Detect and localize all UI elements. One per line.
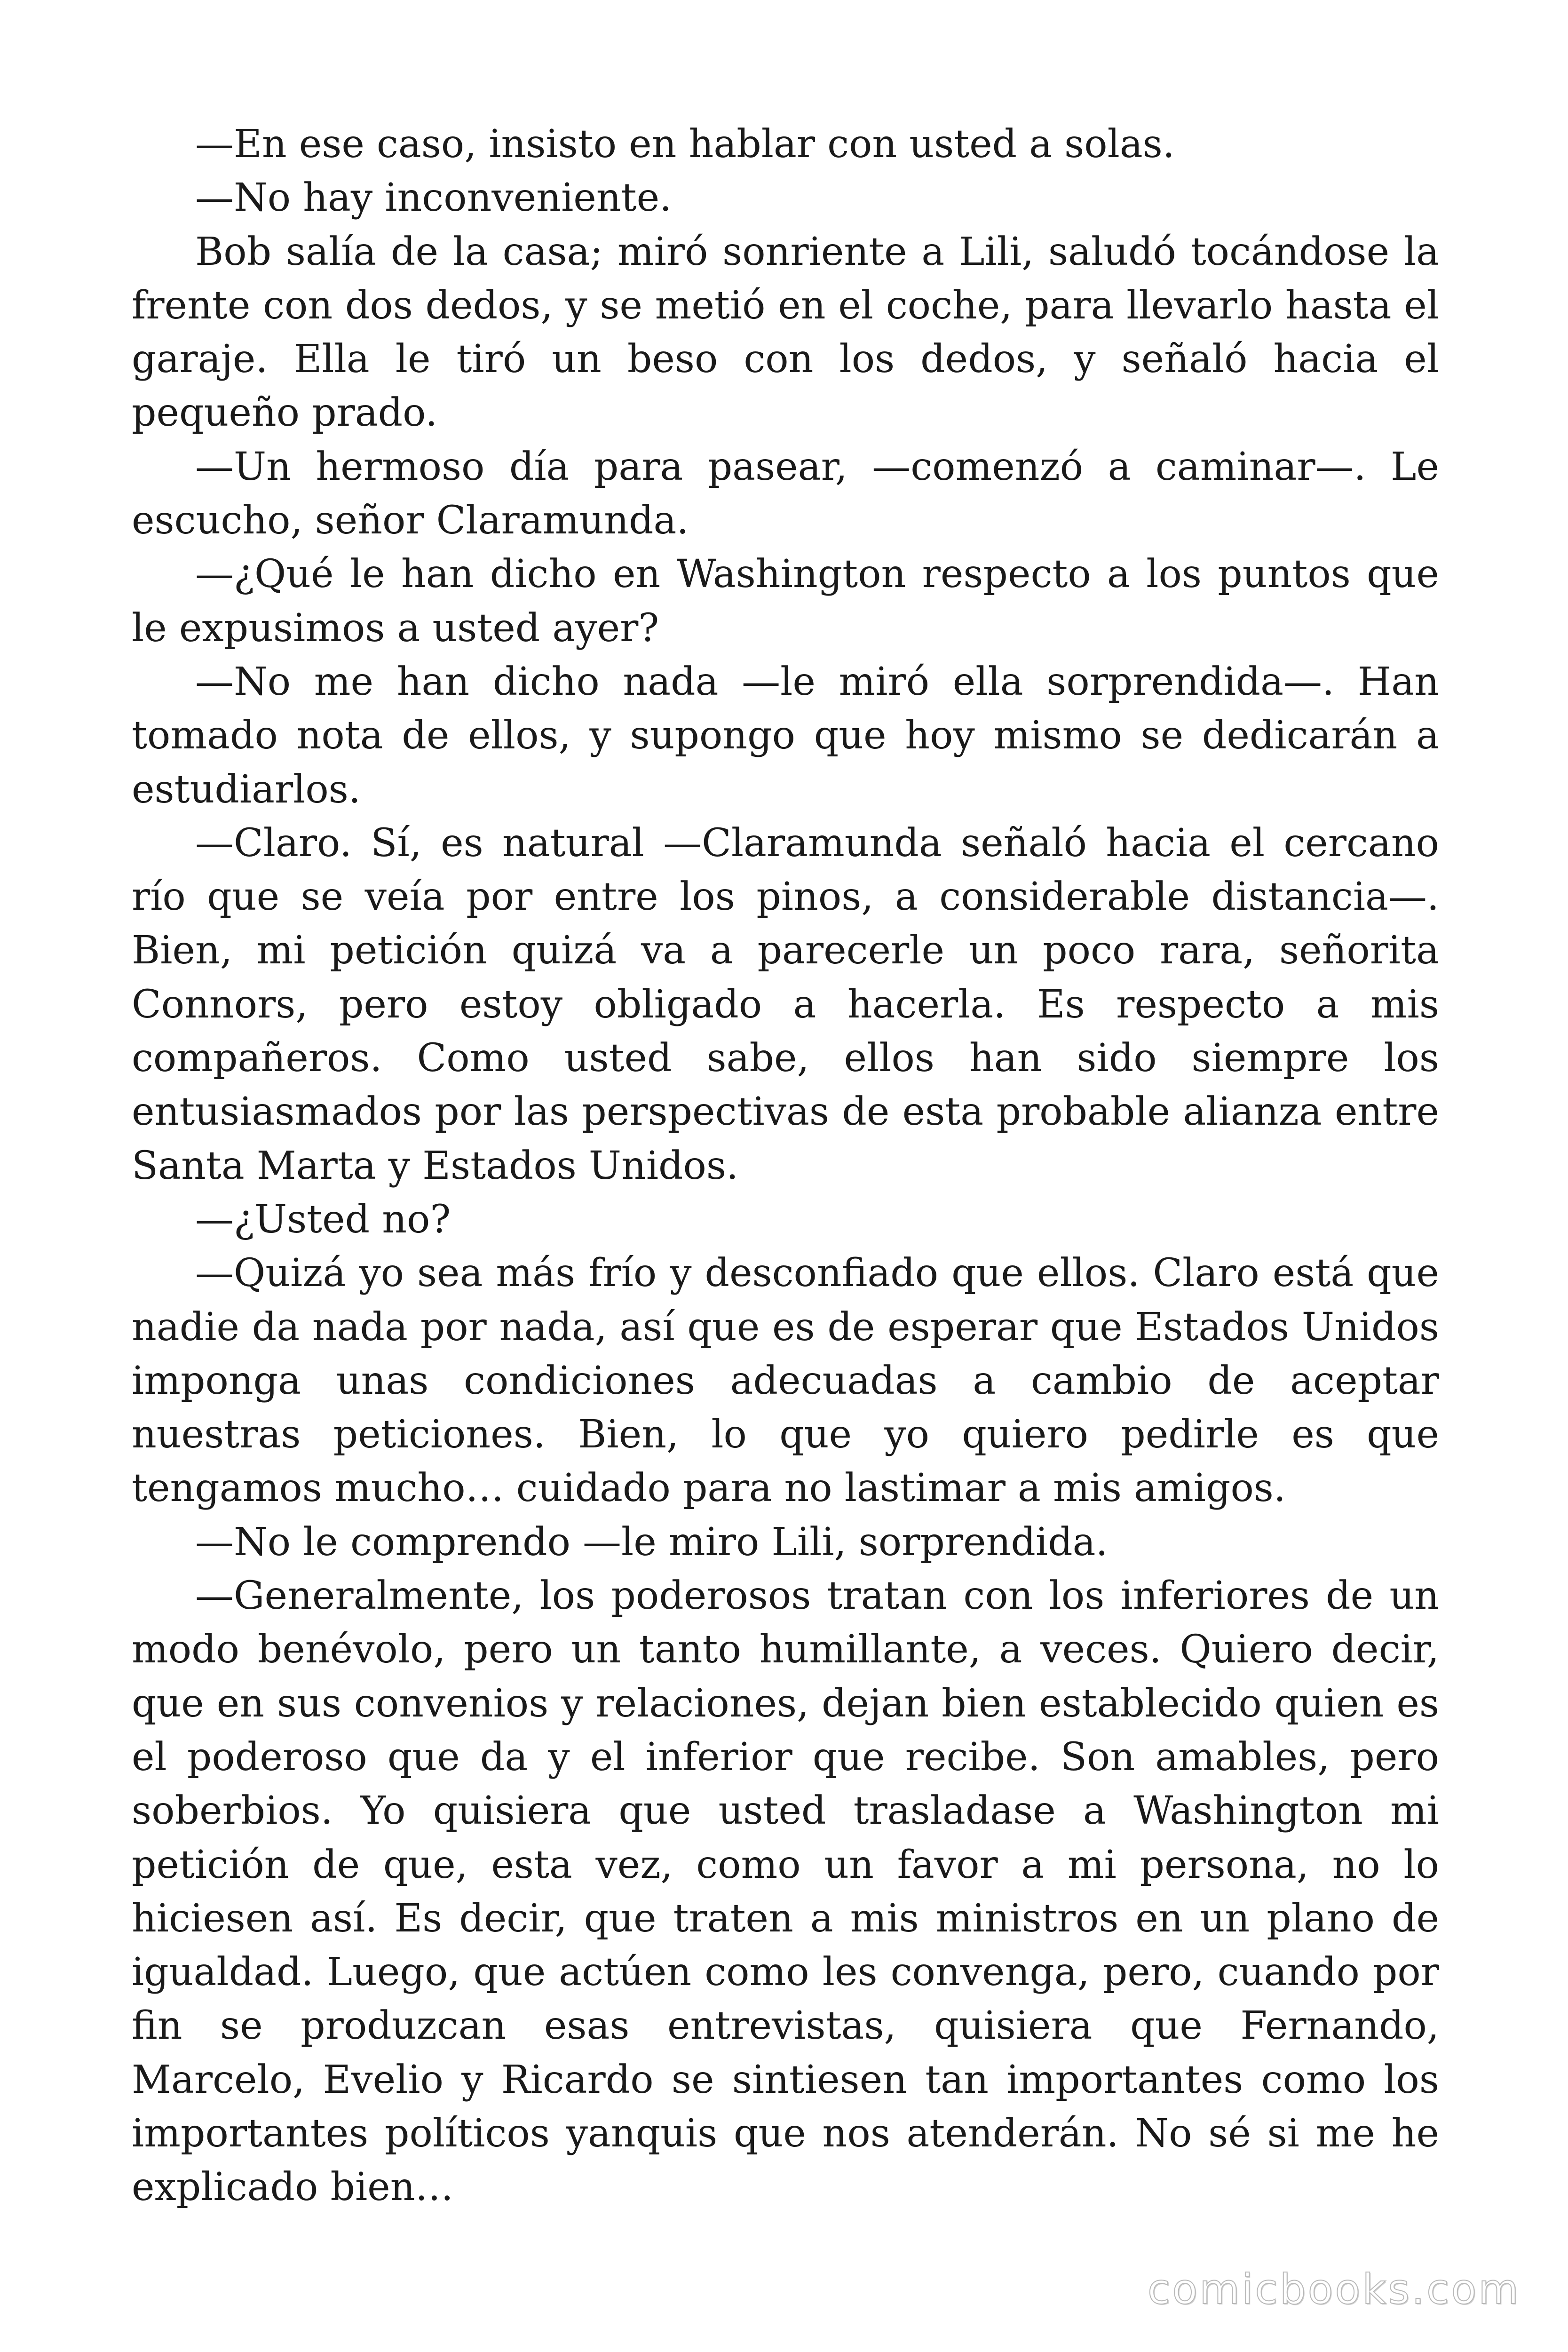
paragraph: —No hay inconveniente. — [195, 175, 672, 221]
paragraph: —¿Usted no? — [195, 1197, 451, 1242]
body-text — [132, 118, 1439, 2215]
paragraph: —No le comprendo —le miro Lili, sorprendida. — [195, 1519, 1108, 1565]
paragraph: —No me han dicho nada —le miró ella sorprendida—. Han tomado nota de ellos, y supongo que hoy mismo se dedicarán a estudiarlos. — [132, 659, 1439, 812]
paragraph: —Claro. Sí, es natural —Claramunda señaló hacia el cercano río que se veía por entre los pinos, a considerable distancia—. Bien, mi petición quizá va a parecerle un poco rara, señorita Connors, pero estoy obligado a hacerla. Es respecto a mis compañeros. Como usted sabe, ellos han sido siempre los entusiasmados por las perspectivas de esta probable alianza entre Santa Marta y Estados Unidos. — [132, 820, 1439, 1188]
paragraph: —Quizá yo sea más frío y desconfiado que ellos. Claro está que nadie da nada por nada, así que es de esperar que Estados Unidos imponga unas condiciones adecuadas a cambio de aceptar nuestras peticiones. Bien, lo que yo quiero pedirle es que tengamos mucho… cuidado para no lastimar a mis amigos. — [132, 1251, 1439, 1511]
paragraph: Bob salía de la casa; miró sonriente a Lili, saludó tocándose la frente con dos dedos, y se metió en el coche, para llevarlo hasta el garaje. Ella le tiró un beso con los dedos, y señaló hacia el pequeño prado. — [132, 229, 1439, 436]
paragraph: —Un hermoso día para pasear, —comenzó a caminar—. Le escucho, señor Claramunda. — [132, 444, 1439, 543]
watermark: comicbooks.com — [1148, 2265, 1521, 2313]
paragraph: —En ese caso, insisto en hablar con usted a solas. — [195, 122, 1175, 167]
paragraph: —Generalmente, los poderosos tratan con los inferiores de un modo benévolo, pero un tanto humillante, a veces. Quiero decir, que en sus convenios y relaciones, dejan bien establecido quien es el poderoso que da y el inferior que recibe. Son amables, pero soberbios. Yo quisiera que usted trasladase a Washington mi petición de que, esta vez, como un favor a mi persona, no lo hiciesen así. Es decir, que traten a mis ministros en un plano de igualdad. Luego, que actúen como les convenga, pero, cuando por fin se produzcan esas entrevistas, quisiera que Fernando, Marcelo, Evelio y Ricardo se sintiesen tan importantes como los importantes políticos yanquis que nos atenderán. No sé si me he explicado bien… — [132, 1573, 1439, 2210]
paragraph: —¿Qué le han dicho en Washington respecto a los puntos que le expusimos a usted ayer? — [132, 552, 1439, 651]
